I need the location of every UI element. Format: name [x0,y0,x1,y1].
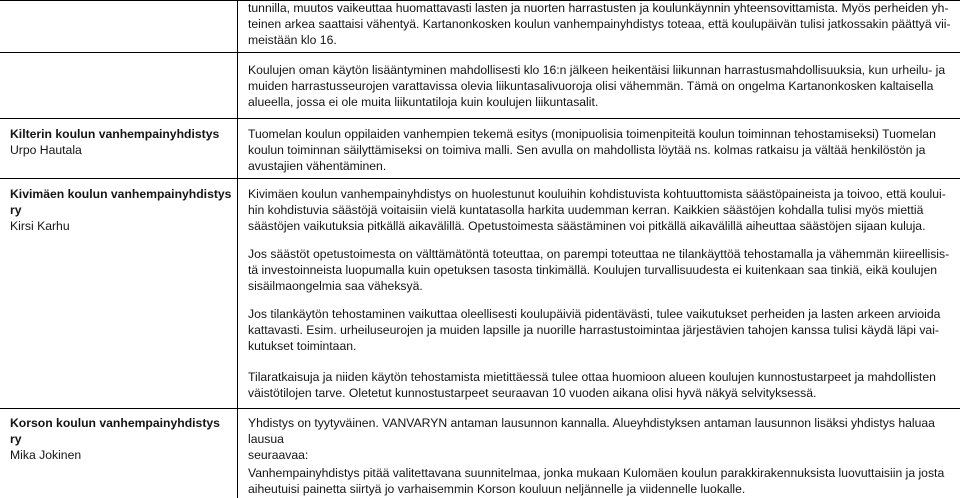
row-divider [0,178,960,179]
text-line: seuraavaa: [248,448,309,463]
text-line: Tuomelan koulun oppilaiden vanhempien tekemä esitys (monipuolisia toimenpiteitä koulun toiminnan tehostamiseksi) Tuomelan [248,127,936,141]
text-line: kutukset toimintaan. [248,339,357,354]
organization-name: Kivimäen koulun vanhempainyhdistys [10,187,232,201]
organization-name: Kilterin koulun vanhempainyhdistys [10,127,220,141]
intro-paragraph [248,0,954,49]
contact-name: Mika Jokinen [10,448,82,463]
statement-paragraph [248,186,954,235]
row-divider [0,118,960,119]
text-line: hin kohdistuvia säästöjä voitaisiin vielä kuntatasolla harkita uudemman kerran. Kaikkien säästöjen kohdalla tulisi myös miettiä [248,203,924,218]
text-line: meistään klo 16. [248,33,337,48]
organization-cell [10,415,232,464]
text-line: muiden harrastusseurojen varattavissa olevia liikuntasalivuoroja olisi vähemmän. Tämä on ongelma Kartanonkosken kaltaisella [248,79,934,94]
row-divider [0,52,960,53]
statement-cell [248,126,954,175]
organization-name-suffix: ry [10,203,22,218]
text-line: avustajien vähentäminen. [248,159,387,174]
organization-cell [10,186,232,235]
text-line: Jos säästöt opetustoimesta on välttämätöntä toteuttaa, on parempi toteuttaa ne tilankäyttöä tehostamalla ja vähemmän kiireellisis- [248,247,950,261]
text-line: tunnilla, muutos vaikeuttaa huomattavasti lasten ja nuorten harrastusten ja koulunkäynnin yhteensovittamista. Myös perheiden yh- [248,1,949,15]
column-divider [237,0,238,498]
text-line: aiheutuisi painetta siirtyä jo varhaisemmin Korson kouluun neljännelle ja viidennelle luokalle. [248,482,746,497]
text-line: Yhdistys on tyytyväinen. VANVARYN antaman lausunnon kannalla. Alueyhdistyksen antaman lausunnon lisäksi yhdistys haluaa lausua [248,416,935,447]
text-line: tä investoinneista luopumalla kuin opetuksen tasosta tinkimällä. Koulujen turvallisuudesta ei kuitenkaan saa tinkiä, eikä koulujen [248,263,938,278]
text-line: alueella, jossa ei ole muita liikuntatiloja kuin koulujen liikuntasalit. [248,95,599,110]
contact-name: Kirsi Karhu [10,219,70,234]
statement-paragraph [248,415,954,464]
text-line: Tilaratkaisuja ja niiden käytön tehostamista mietittäessä tulee ottaa huomioon alueen koulujen kunnostustarpeet ja mahdollisten [248,370,936,384]
text-line: väistötilojen tarve. Oletetut kunnostustarpeet seuraavan 10 vuoden aikana olisi hyvä näkyä selvityksessä. [248,386,817,401]
statement-paragraph [248,369,954,401]
text-line: Vanhempainyhdistys pitää valitettavana suunnitelmaa, jonka mukaan Kulomäen koulun parakkirakennuksista luovuttaisiin ja josta [248,466,945,480]
organization-name: Korson koulun vanhempainyhdistys ry [10,416,220,447]
contact-name: Urpo Hautala [10,143,82,158]
text-line: teinen arkea saattaisi vähentyä. Kartanonkosken koulun vanhempainyhdistys toteaa, että koulupäivän tulisi jatkossakin päättyä vii- [248,17,951,32]
text-line: Koulujen oman käytön lisääntyminen mahdollisesti klo 16:n jälkeen heikentäisi liikunnan harrastusmahdollisuuksia, kun urheilu- ja [248,63,946,77]
text-line: sisäilmaongelmia saa väheksyä. [248,279,423,294]
statement-paragraph [248,306,954,355]
text-line: Jos tilankäytön tehostaminen vaikuttaa oleellisesti koulupäiviä pidentävästi, tulee vaikutukset perheiden ja lasten arkeen arvioida [248,307,941,321]
text-line: Kivimäen koulun vanhempainyhdistys on huolestunut kouluihin kohdistuvista kohtuuttomista säästöpaineista ja toivoo, että koului- [248,187,946,201]
text-line: säästöjen vaikutuksia pitkällä aikavälillä. Opetustoimesta säästäminen voi pitkällä aikavälillä aiheuttaa säästöjen sijaan kuluja. [248,219,926,234]
kartanonkoski-paragraph [248,62,954,111]
statement-paragraph [248,246,954,295]
text-line: koulun toiminnan säilyttämiseksi on toimiva malli. Sen avulla on mahdollista löytää ns. kolmas ratkaisu ja vältää henkilöstön ja [248,143,926,158]
statement-paragraph [248,465,954,497]
text-line: kattavasti. Esim. urheiluseurojen ja muiden lapsille ja nuorille harrastustoimintaa järjestävien tahojen kanssa tulisi käydä läpi vai- [248,323,939,338]
organization-cell [10,126,232,158]
row-divider [0,408,960,409]
